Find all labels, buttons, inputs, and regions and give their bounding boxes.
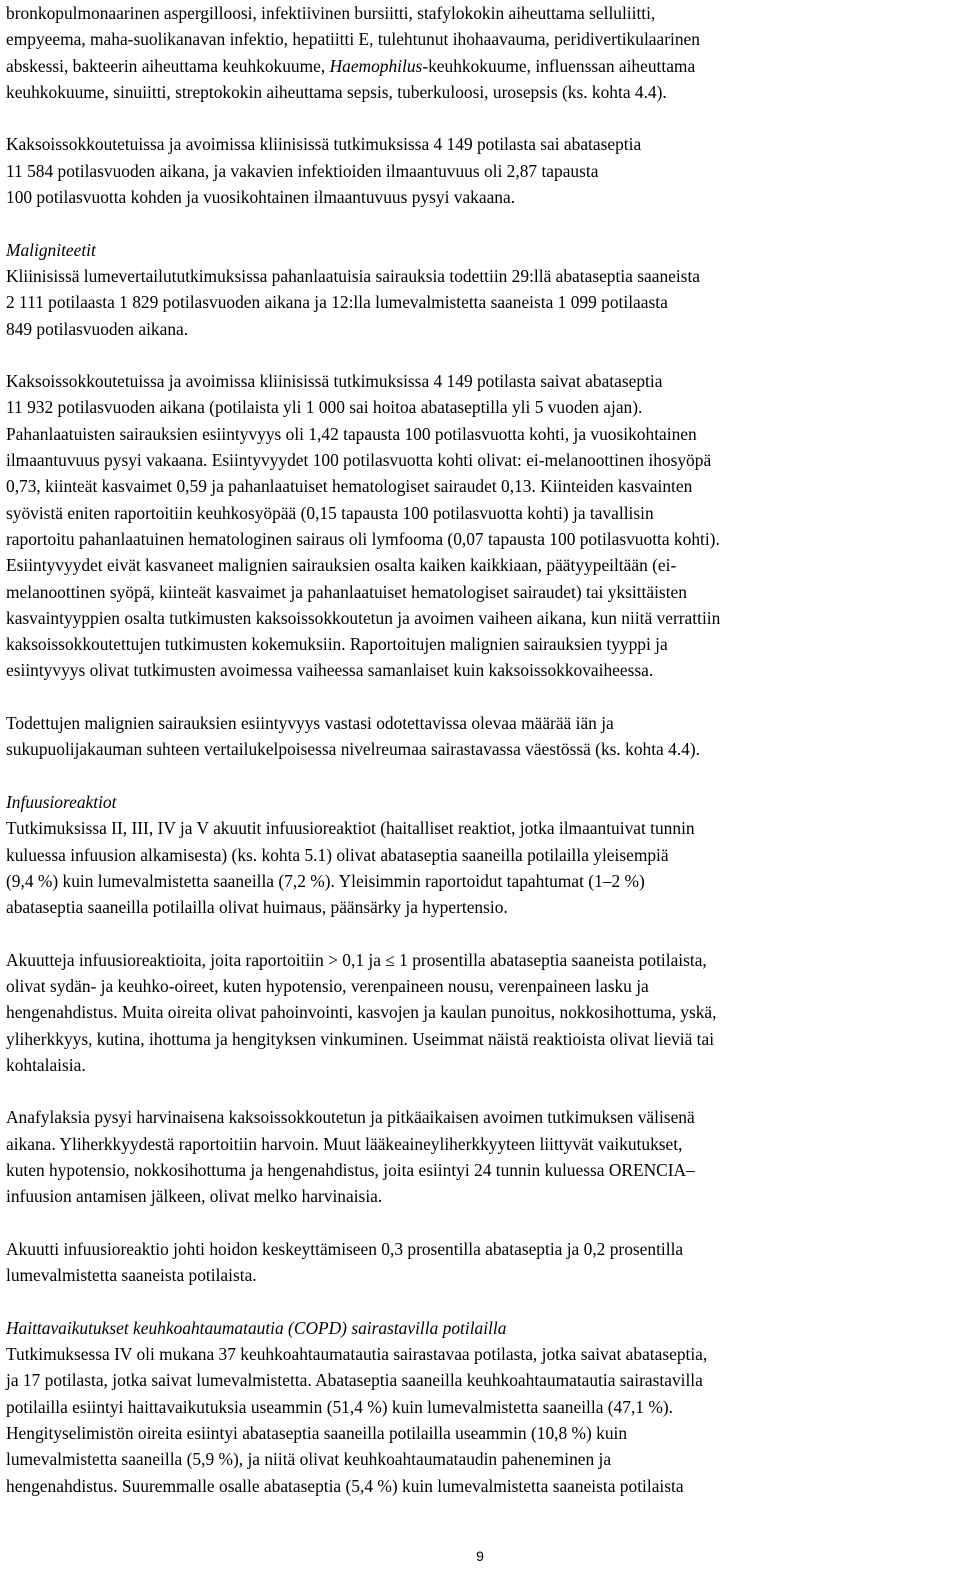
- text-line: ilmaantuvuus pysyi vakaana. Esiintyvyydet 100 potilasvuotta kohti olivat: ei-melanoottinen ihosyöpä: [6, 450, 712, 471]
- text-line: kaksoissokkoutettujen tutkimusten kokemuksiin. Raportoitujen malignien sairauksien tyyppi ja: [6, 634, 668, 655]
- text-line: olivat sydän- ja keuhko-oireet, kuten hypotensio, verenpaineen nousu, verenpaineen lasku ja: [6, 975, 649, 996]
- text-line: kohtalaisia.: [6, 1054, 86, 1075]
- text-line: 0,73, kiinteät kasvaimet 0,59 ja pahanlaatuiset hematologiset sairaudet 0,13. Kiinteiden kasvainten: [6, 476, 693, 497]
- text-line: Akuutteja infuusioreaktioita, joita raportoitiin > 0,1 ja ≤ 1 prosentilla abataseptia saaneista potilaista,: [6, 949, 707, 970]
- document-page: [6, 0, 954, 1499]
- text-line: Kaksoissokkoutetuissa ja avoimissa kliinisissä tutkimuksissa 4 149 potilasta sai abataseptia: [6, 134, 642, 155]
- text-line: Pahanlaatuisten sairauksien esiintyvyys oli 1,42 tapausta 100 potilasvuotta kohti, ja vuosikohtainen: [6, 423, 697, 444]
- text-line: Todettujen malignien sairauksien esiintyvyys vastasi odotettavissa olevaa määrää iän ja: [6, 713, 614, 734]
- text-segment: abskessi, bakteerin aiheuttama keuhkokuume,: [6, 55, 330, 76]
- text-line: lumevalmistetta saaneista potilaista.: [6, 1265, 257, 1286]
- malignancies-section: [6, 237, 954, 763]
- text-line: ja 17 potilasta, jotka saivat lumevalmistetta. Abataseptia saaneilla keuhkoahtaumatautia sairastavilla: [6, 1370, 703, 1391]
- text-line: 11 584 potilasvuoden aikana, ja vakavien infektioiden ilmaantuvuus oli 2,87 tapausta: [6, 160, 599, 181]
- text-line: 2 111 potilaasta 1 829 potilasvuoden aikana ja 12:lla lumevalmistetta saaneista 1 099 potilaasta: [6, 292, 668, 313]
- text-line: Tutkimuksissa II, III, IV ja V akuutit infuusioreaktiot (haitalliset reaktiot, jotka ilmaantuivat tunnin: [6, 818, 695, 839]
- text-line: kuten hypotensio, nokkosihottuma ja hengenahdistus, joita esiintyi 24 tunnin kuluessa ORENCIA–: [6, 1160, 695, 1181]
- text-line: hengenahdistus. Muita oireita olivat pahoinvointi, kasvojen ja kaulan punoitus, nokkosihottuma, yskä,: [6, 1002, 717, 1023]
- text-line: Tutkimuksessa IV oli mukana 37 keuhkoahtaumatautia sairastavaa potilasta, jotka saivat abataseptia,: [6, 1344, 708, 1365]
- text-line: keuhkokuume, sinuiitti, streptokokin aiheuttama sepsis, tuberkuloosi, urosepsis (ks. kohta 4.4).: [6, 81, 667, 102]
- text-line: esiintyvyys olivat tutkimusten avoimessa vaiheessa samanlaiset kuin kaksoissokkovaiheessa.: [6, 660, 654, 681]
- text-line: empyeema, maha-suolikanavan infektio, hepatiitti E, tulehtunut ihohaavauma, peridivertikulaarinen: [6, 29, 700, 50]
- text-line: [6, 53, 954, 79]
- text-segment: -keuhkokuume, influenssan aiheuttama: [422, 55, 696, 76]
- text-line: Hengityselimistön oireita esiintyi abataseptia saaneilla potilailla useammin (10,8 %) kuin: [6, 1423, 628, 1444]
- text-line: (9,4 %) kuin lumevalmistetta saaneilla (7,2 %). Yleisimmin raportoidut tapahtumat (1–2 %): [6, 870, 645, 891]
- page-number: 9: [476, 1548, 484, 1564]
- text-line: Esiintyvyydet eivät kasvaneet malignien sairauksien osalta kaiken kaikkiaan, päätyypeiltään (ei-: [6, 555, 677, 576]
- text-line: Akuutti infuusioreaktio johti hoidon keskeyttämiseen 0,3 prosentilla abataseptia ja 0,2 prosentilla: [6, 1238, 684, 1259]
- text-line: hengenahdistus. Suuremmalle osalle abataseptia (5,4 %) kuin lumevalmistetta saaneista potilaista: [6, 1475, 684, 1496]
- copd-heading: Haittavaikutukset keuhkoahtaumatautia (COPD) sairastavilla potilailla: [6, 1317, 507, 1338]
- text-line: sukupuolijakauman suhteen vertailukelpoisessa nivelreumaa sairastavassa väestössä (ks. kohta 4.4).: [6, 739, 700, 760]
- text-line: kuluessa infuusion alkamisesta) (ks. kohta 5.1) olivat abataseptia saaneilla potilailla yleisempiä: [6, 844, 669, 865]
- infusion-reactions-heading: Infuusioreaktiot: [6, 791, 117, 812]
- copd-section: [6, 1315, 954, 1499]
- text-line: Anafylaksia pysyi harvinaisena kaksoissokkoutetun ja pitkäaikaisen avoimen tutkimuksen välisenä: [6, 1107, 695, 1128]
- text-line: yliherkkyys, kutina, ihottuma ja hengityksen vinkuminen. Useimmat näistä reaktioista olivat lieviä tai: [6, 1028, 715, 1049]
- infusion-reactions-section: [6, 789, 954, 1289]
- text-line: Kaksoissokkoutetuissa ja avoimissa kliinisissä tutkimuksissa 4 149 potilasta saivat abataseptia: [6, 371, 663, 392]
- haemophilus-term: Haemophilus: [329, 55, 423, 76]
- text-line: 849 potilasvuoden aikana.: [6, 318, 189, 339]
- text-line: potilailla esiintyi haittavaikutuksia useammin (51,4 %) kuin lumevalmistetta saaneilla (47,1 %).: [6, 1396, 673, 1417]
- text-line: raportoitu pahanlaatuinen hematologinen sairaus oli lymfooma (0,07 tapausta 100 potilasvuotta kohti).: [6, 528, 720, 549]
- text-line: infuusion antamisen jälkeen, olivat melko harvinaisia.: [6, 1186, 383, 1207]
- text-line: melanoottinen syöpä, kiinteät kasvaimet ja pahanlaatuiset hematologiset sairaudet) tai yksittäisten: [6, 581, 687, 602]
- text-line: 100 potilasvuotta kohden ja vuosikohtainen ilmaantuvuus pysyi vakaana.: [6, 187, 516, 208]
- text-line: 11 932 potilasvuoden aikana (potilaista yli 1 000 sai hoitoa abataseptilla yli 5 vuoden ajan).: [6, 397, 643, 418]
- text-line: aikana. Yliherkkyydestä raportoitiin harvoin. Muut lääkeaineyliherkkyyteen liittyvät vaikutukset,: [6, 1133, 683, 1154]
- malignancies-heading: Maligniteetit: [6, 239, 96, 260]
- text-line: kasvaintyyppien osalta tutkimusten kaksoissokkoutetun ja avoimen vaiheen aikana, kun niitä verrattiin: [6, 607, 721, 628]
- text-line: Kliinisissä lumevertailututkimuksissa pahanlaatuisia sairauksia todettiin 29:llä abataseptia saaneista: [6, 265, 701, 286]
- text-line: lumevalmistetta saaneilla (5,9 %), ja niitä olivat keuhkoahtaumataudin paheneminen ja: [6, 1449, 612, 1470]
- intro-paragraph: [6, 0, 954, 105]
- text-line: bronkopulmonaarinen aspergilloosi, infektiivinen bursiitti, stafylokokin aiheuttama selluliitti,: [6, 3, 656, 23]
- text-line: abataseptia saaneilla potilailla olivat huimaus, päänsärky ja hypertensio.: [6, 897, 508, 918]
- infections-paragraph: [6, 131, 954, 210]
- text-line: syövistä eniten raportoitiin keuhkosyöpää (0,15 tapausta 100 potilasvuotta kohti) ja tavallisin: [6, 502, 654, 523]
